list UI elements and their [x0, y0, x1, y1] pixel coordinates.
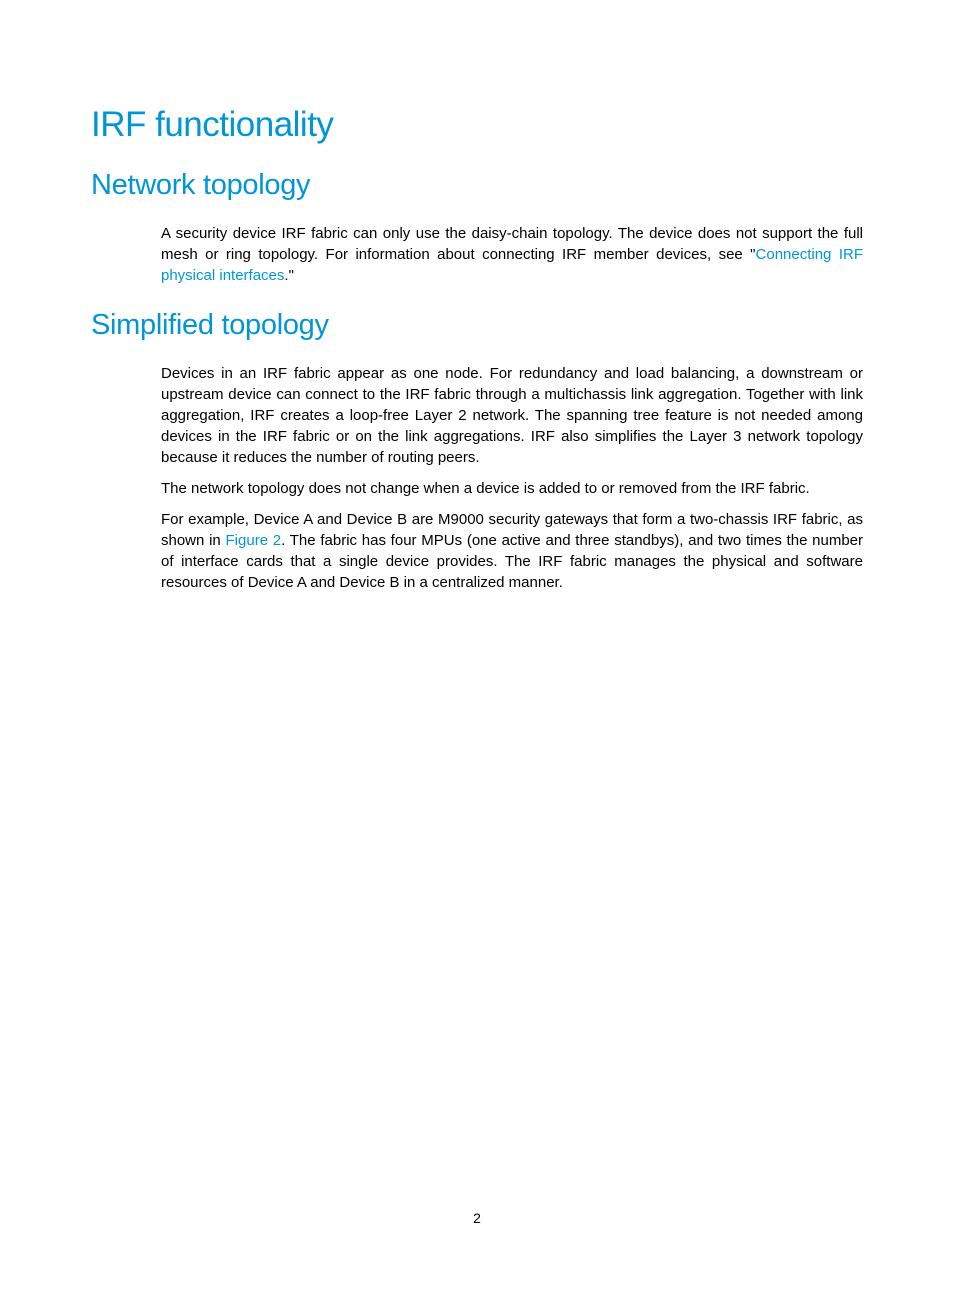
paragraph-text: For example, Device A and Device B are M9000 security gateways that form a two-chassis IRF fabric, as shown in — [161, 511, 863, 549]
section-heading-network-topology: Network topology — [91, 169, 311, 201]
link-figure-2[interactable]: Figure 2 — [225, 532, 282, 549]
paragraph-single-node: Devices in an IRF fabric appear as one node. For redundancy and load balancing, a downstream or upstream device can connect to the IRF fabric through a multichassis link aggregation. Together with link aggregation, IRF creates a loop-free Layer 2 network. The spanning tree feature is not needed among devices in the IRF fabric or on the link aggregations. IRF also simplifies the Layer 3 network topology because it reduces the number of routing peers. — [161, 365, 863, 466]
page-title: IRF functionality — [91, 105, 334, 144]
paragraph-example — [161, 509, 863, 593]
simplified-topology-body — [161, 363, 863, 603]
paragraph-text: A security device IRF fabric can only use the daisy-chain topology. The device does not support the full mesh or ring topology. For information about connecting IRF member devices, see " — [161, 225, 863, 263]
paragraph-topology-unchanged: The network topology does not change when a device is added to or removed from the IRF fabric. — [161, 480, 810, 497]
paragraph-text: . The fabric has four MPUs (one active and three standbys), and two times the number of interface cards that a single device provides. The IRF fabric manages the physical and software resources of Device A and Device B in a centralized manner. — [161, 532, 864, 591]
paragraph-daisy-chain — [161, 223, 863, 286]
paragraph-text: ." — [284, 267, 294, 284]
link-connecting-irf-physical-interfaces[interactable]: Connecting IRF physical interfaces — [161, 246, 863, 284]
section-heading-simplified-topology: Simplified topology — [91, 309, 329, 341]
network-topology-body — [161, 223, 863, 296]
page-number: 2 — [473, 1210, 481, 1226]
